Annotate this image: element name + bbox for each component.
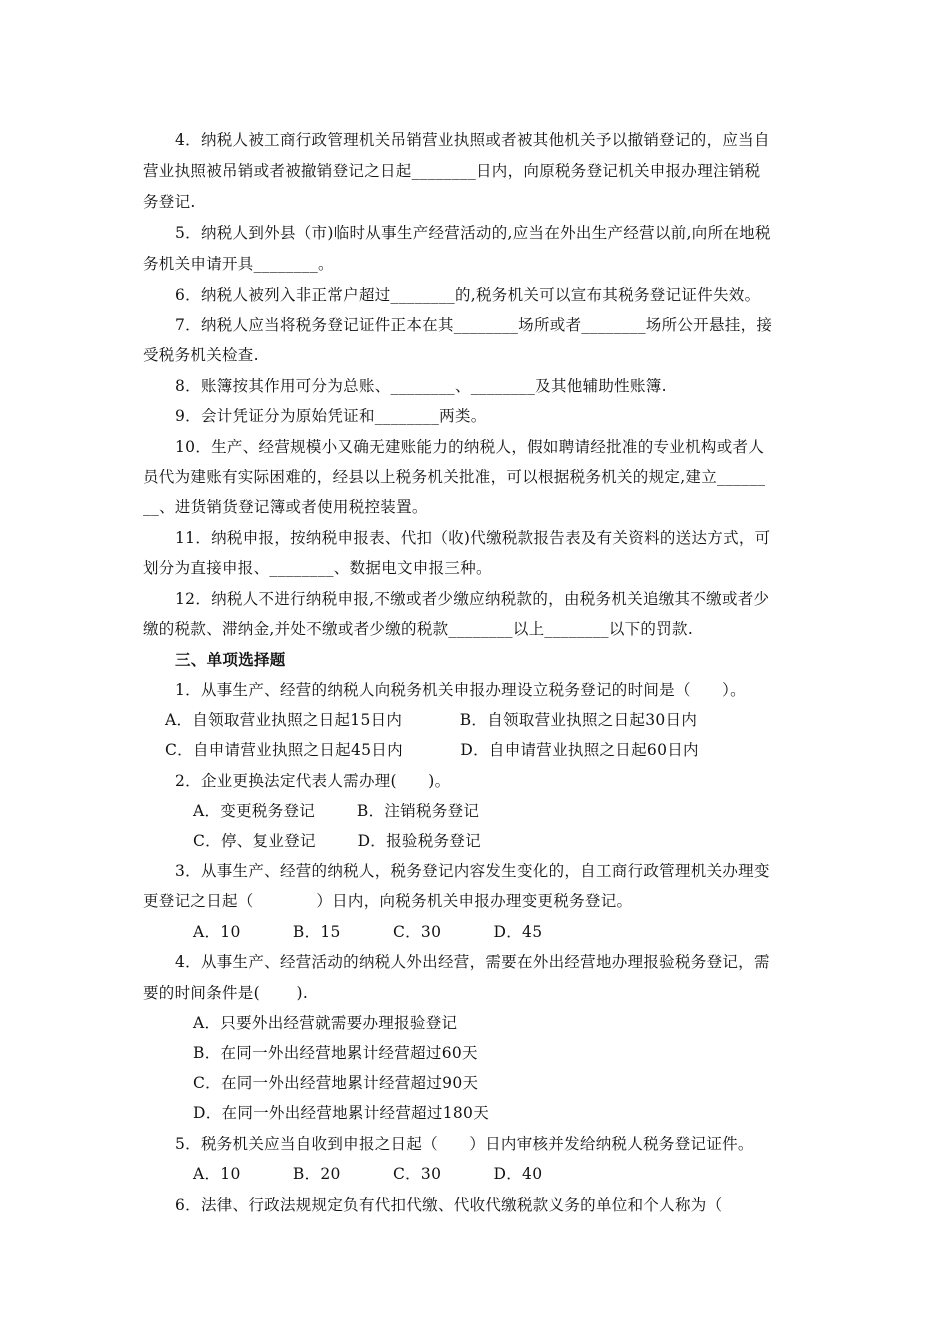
section-heading: 三、单项选择题 (175, 650, 286, 669)
fill-question-12-line-2: 缴的税款、滞纳金,并处不缴或者少缴的税款________以上________以下的罚款. (143, 620, 694, 638)
choice-question-3-options: A．10 B．15 C．30 D．45 (193, 923, 543, 941)
fill-question-10-line-1: 10．生产、经营规模小又确无建账能力的纳税人，假如聘请经批准的专业机构或者人 (175, 438, 765, 456)
fill-question-12-line-1: 12．纳税人不进行纳税申报,不缴或者少缴应纳税款的，由税务机关追缴其不缴或者少 (175, 590, 770, 608)
choice-question-1-stem: 1．从事生产、经营的纳税人向税务机关申报办理设立税务登记的时间是（ ）。 (175, 681, 746, 699)
fill-question-4-line-1: 4．纳税人被工商行政管理机关吊销营业执照或者被其他机关予以撤销登记的，应当自 (175, 131, 770, 149)
choice-question-5-options: A．10 B．20 C．30 D．40 (193, 1165, 543, 1183)
fill-question-7-line-2: 受税务机关检查. (143, 346, 259, 364)
choice-question-4-option-c: C．在同一外出经营地累计经营超过90天 (193, 1074, 479, 1092)
choice-question-2-stem: 2．企业更换法定代表人需办理( )。 (175, 772, 451, 790)
fill-question-4-line-3: 务登记. (143, 193, 196, 211)
fill-question-6-line-1: 6．纳税人被列入非正常户超过________的,税务机关可以宣布其税务登记证件失效。 (175, 286, 761, 304)
fill-question-11-line-1: 11．纳税申报，按纳税申报表、代扣（收)代缴税款报告表及有关资料的送达方式，可 (175, 529, 771, 547)
fill-question-10-line-2: 员代为建账有实际困难的，经县以上税务机关批准，可以根据税务机关的规定,建立______ (143, 468, 766, 486)
choice-question-6-stem: 6．法律、行政法规规定负有代扣代缴、代收代缴税款义务的单位和个人称为（ (175, 1196, 723, 1214)
fill-question-10-line-3: __、进货销货登记簿或者使用税控装置。 (143, 498, 428, 516)
choice-question-4-option-a: A．只要外出经营就需要办理报验登记 (193, 1014, 458, 1032)
choice-question-1-options-row-2: C．自申请营业执照之日起45日内 D．自申请营业执照之日起60日内 (165, 741, 699, 759)
choice-question-2-options-row-2: C．停、复业登记 D．报验税务登记 (193, 832, 481, 850)
fill-question-4-line-2: 营业执照被吊销或者被撤销登记之日起________日内，向原税务登记机关申报办理注销税 (143, 162, 761, 180)
fill-question-9-line-1: 9．会计凭证分为原始凭证和________两类。 (175, 407, 487, 425)
fill-question-5-line-2: 务机关申请开具________。 (143, 255, 334, 273)
fill-question-11-line-2: 划分为直接申报、________、数据电文申报三种。 (143, 559, 492, 577)
choice-question-4-stem-line-2: 要的时间条件是( ). (143, 984, 309, 1002)
choice-question-3-stem-line-1: 3．从事生产、经营的纳税人，税务登记内容发生变化的，自工商行政管理机关办理变 (175, 862, 770, 880)
choice-question-1-options-row-1: A．自领取营业执照之日起15日内 B．自领取营业执照之日起30日内 (165, 711, 698, 729)
choice-question-4-option-b: B．在同一外出经营地累计经营超过60天 (193, 1044, 478, 1062)
fill-question-7-line-1: 7．纳税人应当将税务登记证件正本在其________场所或者________场所公开悬挂，接 (175, 316, 773, 334)
choice-question-3-stem-line-2: 更登记之日起（ ）日内，向税务机关申报办理变更税务登记。 (143, 892, 633, 910)
choice-question-2-options-row-1: A．变更税务登记 B．注销税务登记 (193, 802, 480, 820)
fill-question-8-line-1: 8．账簿按其作用可分为总账、________、________及其他辅助性账簿. (175, 377, 667, 395)
choice-question-5-stem: 5．税务机关应当自收到申报之日起（ ）日内审核并发给纳税人税务登记证件。 (175, 1135, 754, 1153)
fill-question-5-line-1: 5．纳税人到外县（市)临时从事生产经营活动的,应当在外出生产经营以前,向所在地税 (175, 224, 771, 242)
choice-question-4-option-d: D．在同一外出经营地累计经营超过180天 (193, 1104, 490, 1122)
choice-question-4-stem-line-1: 4．从事生产、经营活动的纳税人外出经营，需要在外出经营地办理报验税务登记，需 (175, 953, 770, 971)
